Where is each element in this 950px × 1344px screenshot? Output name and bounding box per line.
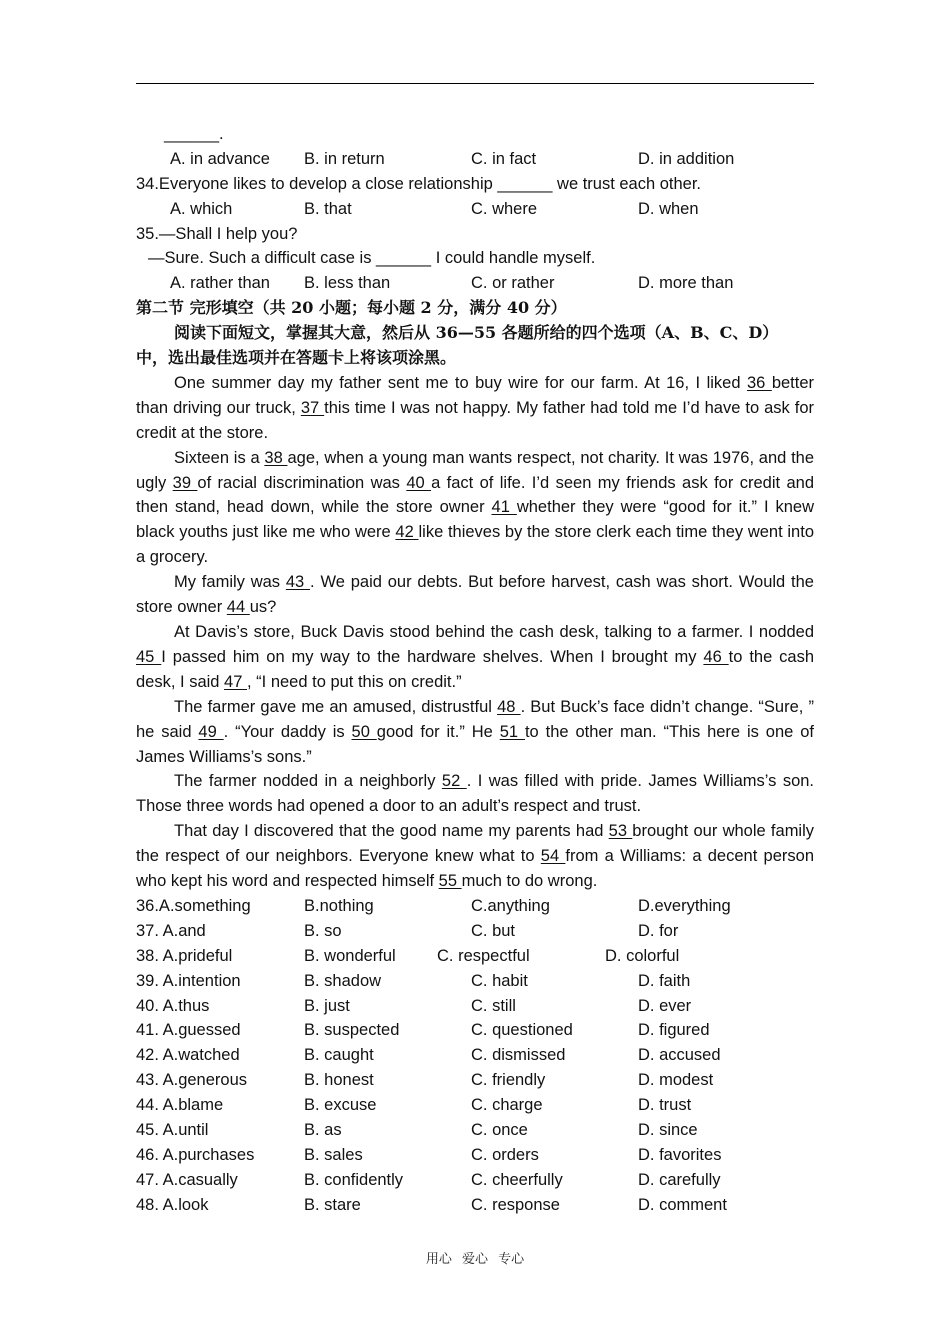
choice-a: 47. A.casually [136, 1170, 238, 1189]
choice-b: B. honest [304, 1071, 374, 1090]
blank-36: 36 [746, 373, 772, 392]
choice-d: D.everything [638, 896, 731, 915]
choice-d: D. favorites [638, 1145, 722, 1164]
blank-54: 54 [540, 847, 566, 866]
choice-d: D. comment [638, 1195, 727, 1214]
passage-paragraph-7 [136, 819, 814, 894]
text: That day I discovered that the good name my parents had [174, 822, 609, 841]
text: Sixteen is a [174, 448, 265, 467]
choice-a: 46. A.purchases [136, 1145, 255, 1164]
option-b: B. that [304, 199, 352, 218]
choice-c: C. response [471, 1195, 560, 1214]
page-footer [0, 1248, 950, 1267]
choice-row [136, 994, 814, 1019]
section-instruction-line1: 阅读下面短文，掌握其大意，然后从 36—55 各题所给的四个选项（A、B、C、D） [174, 323, 779, 343]
blank-49: 49 [198, 722, 224, 741]
q35-stem-line1: 35.—Shall I help you? [136, 224, 298, 243]
blank-47: 47 [224, 672, 247, 691]
choice-b: B.nothing [304, 896, 374, 915]
option-a: A. rather than [170, 274, 270, 293]
text: this time I was not happy. My father had told me I’d have to ask for credit at the store. [136, 398, 815, 442]
text: . But Buck’s face didn’t change. “Sure, ” he said [136, 697, 815, 741]
choice-c: C. but [471, 921, 516, 940]
choice-a: 42. A.watched [136, 1046, 240, 1065]
text: At Davis’s store, Buck Davis stood behind the cash desk, talking to a farmer. I nodded [174, 622, 814, 641]
q35-options [136, 271, 814, 296]
exam-content [136, 122, 814, 1218]
choice-row [136, 919, 814, 944]
choice-b: B. excuse [304, 1096, 377, 1115]
blank-43: 43 [285, 573, 311, 592]
choice-row [136, 1018, 814, 1043]
blank-51: 51 [499, 722, 525, 741]
choice-d: D. ever [638, 996, 692, 1015]
choice-row [136, 1118, 814, 1143]
choice-d: D. carefully [638, 1170, 721, 1189]
text: I passed him on my way to the hardware shelves. When I brought my [161, 647, 704, 666]
text: The farmer nodded in a neighborly [174, 772, 442, 791]
choice-c: C. friendly [471, 1071, 546, 1090]
choice-c: C. orders [471, 1145, 539, 1164]
choice-d: D. faith [638, 971, 691, 990]
blank-52: 52 [441, 772, 467, 791]
option-d: D. in addition [638, 149, 735, 168]
choice-b: B. so [304, 921, 342, 940]
blank-55: 55 [438, 872, 462, 891]
section-instruction-line2: 中，选出最佳选项并在答题卡上将该项涂黑。 [136, 348, 457, 368]
choice-a: 43. A.generous [136, 1071, 248, 1090]
choice-d: D. trust [638, 1096, 692, 1115]
choice-a: 39. A.intention [136, 971, 241, 990]
footer-text: 爱心 [461, 1252, 488, 1267]
choice-row [136, 1043, 814, 1068]
option-a: A. in advance [170, 149, 270, 168]
blank-38: 38 [264, 448, 288, 467]
choice-row [136, 1068, 814, 1093]
choice-d: D. modest [638, 1071, 714, 1090]
text: age, when a young man wants respect, not charity. It was 1976, and the ugly [136, 448, 815, 492]
choice-row [136, 1193, 814, 1218]
text: us? [249, 598, 277, 617]
passage-paragraph-4 [136, 620, 814, 695]
choice-row [136, 1093, 814, 1118]
choice-c: C. dismissed [471, 1046, 566, 1065]
text: from a Williams: a decent person who kept his word and respected himself [136, 847, 814, 891]
text: much to do wrong. [461, 872, 598, 891]
choice-a: 38. A.prideful [136, 946, 233, 965]
option-b: B. in return [304, 149, 385, 168]
option-d: D. when [638, 199, 699, 218]
option-a: A. which [170, 199, 233, 218]
passage-paragraph-5 [136, 695, 814, 770]
q34-stem: 34.Everyone likes to develop a close relationship ______ we trust each other. [136, 174, 702, 193]
blank-41: 41 [491, 498, 517, 517]
choice-c: C. charge [471, 1096, 543, 1115]
text: . “Your daddy is [223, 722, 352, 741]
section-title: 第二节 完形填空（共 20 小题；每小题 2 分，满分 40 分） [136, 298, 567, 318]
choice-d: D. figured [638, 1021, 710, 1040]
choice-c: C.anything [471, 896, 550, 915]
blank-39: 39 [172, 473, 198, 492]
choice-b: B. caught [304, 1046, 374, 1065]
passage-paragraph-3 [136, 570, 814, 620]
choice-b: B. shadow [304, 971, 382, 990]
text: good for it.” He [376, 722, 500, 741]
blank-48: 48 [497, 697, 521, 716]
text: better than driving our truck, [136, 373, 815, 417]
blank-46: 46 [703, 647, 729, 666]
text: brought our whole family the respect of our neighbors. Everyone knew what to [136, 822, 815, 866]
footer-text: 专心 [498, 1252, 525, 1267]
blank-37: 37 [300, 398, 325, 417]
passage-paragraph-6 [136, 769, 814, 819]
choice-c: C. questioned [471, 1021, 573, 1040]
text: a fact of life. I’d seen my friends ask for credit and then stand, head down, while the store owner [136, 473, 814, 517]
choice-b: B. suspected [304, 1021, 400, 1040]
header-rule [136, 83, 814, 84]
option-c: C. in fact [471, 149, 537, 168]
q34-options [136, 197, 814, 222]
text: The farmer gave me an amused, distrustful [174, 697, 498, 716]
passage-paragraph-1 [136, 371, 814, 446]
blank-45: 45 [136, 647, 162, 666]
choice-a: 41. A.guessed [136, 1021, 241, 1040]
choice-d: D. colorful [605, 946, 680, 965]
blank-42: 42 [395, 523, 419, 542]
text: , “I need to put this on credit.” [246, 672, 462, 691]
option-c: C. or rather [471, 274, 555, 293]
choice-c: C. respectful [437, 946, 530, 965]
text: whether they were “good for it.” I knew black youths just like me who were [136, 498, 815, 542]
footer-text: 用心 [425, 1252, 452, 1267]
option-c: C. where [471, 199, 538, 218]
choice-row [136, 944, 814, 969]
choice-a: 37. A.and [136, 921, 206, 940]
choice-b: B. sales [304, 1145, 363, 1164]
choice-d: D. for [638, 921, 679, 940]
option-b: B. less than [304, 274, 391, 293]
choice-d: D. since [638, 1120, 698, 1139]
choice-a: 45. A.until [136, 1120, 209, 1139]
passage-paragraph-2 [136, 446, 814, 571]
choice-b: B. just [304, 996, 350, 1015]
text: . I was filled with pride. James Williams’s son. Those three words had opened a door to an adult’s respect and trust. [136, 772, 815, 816]
choice-c: C. habit [471, 971, 528, 990]
text: to the other man. “This here is one of James Williams’s sons.” [136, 722, 814, 766]
choice-row [136, 1168, 814, 1193]
text: One summer day my father sent me to buy wire for our farm. At 16, I liked [174, 373, 747, 392]
text: to the cash desk, I said [136, 647, 815, 691]
answer-blank-fragment: ______. [164, 125, 224, 143]
choice-b: B. wonderful [304, 946, 396, 965]
blank-44: 44 [226, 598, 250, 617]
choice-a: 36.A.something [136, 896, 251, 915]
choice-row [136, 894, 814, 919]
choice-a: 40. A.thus [136, 996, 210, 1015]
choice-b: B. as [304, 1120, 342, 1139]
choice-b: B. stare [304, 1195, 361, 1214]
choice-c: C. once [471, 1120, 528, 1139]
choice-c: C. still [471, 996, 516, 1015]
blank-53: 53 [608, 822, 633, 841]
text: . We paid our debts. But before harvest, cash was short. Would the store owner [136, 573, 814, 617]
choice-a: 48. A.look [136, 1195, 209, 1214]
text: of racial discrimination was [197, 473, 407, 492]
blank-40: 40 [406, 473, 432, 492]
q33-options [136, 147, 814, 172]
q35-stem-line2: —Sure. Such a difficult case is ______ I could handle myself. [148, 249, 596, 268]
choice-c: C. cheerfully [471, 1170, 563, 1189]
blank-50: 50 [351, 722, 377, 741]
choice-b: B. confidently [304, 1170, 404, 1189]
choice-row [136, 1143, 814, 1168]
choice-d: D. accused [638, 1046, 721, 1065]
choice-row [136, 969, 814, 994]
cloze-choices [136, 894, 814, 1218]
choice-a: 44. A.blame [136, 1096, 224, 1115]
option-d: D. more than [638, 274, 734, 293]
text: My family was [174, 573, 286, 592]
text: like thieves by the store clerk each time they went into a grocery. [136, 523, 814, 567]
